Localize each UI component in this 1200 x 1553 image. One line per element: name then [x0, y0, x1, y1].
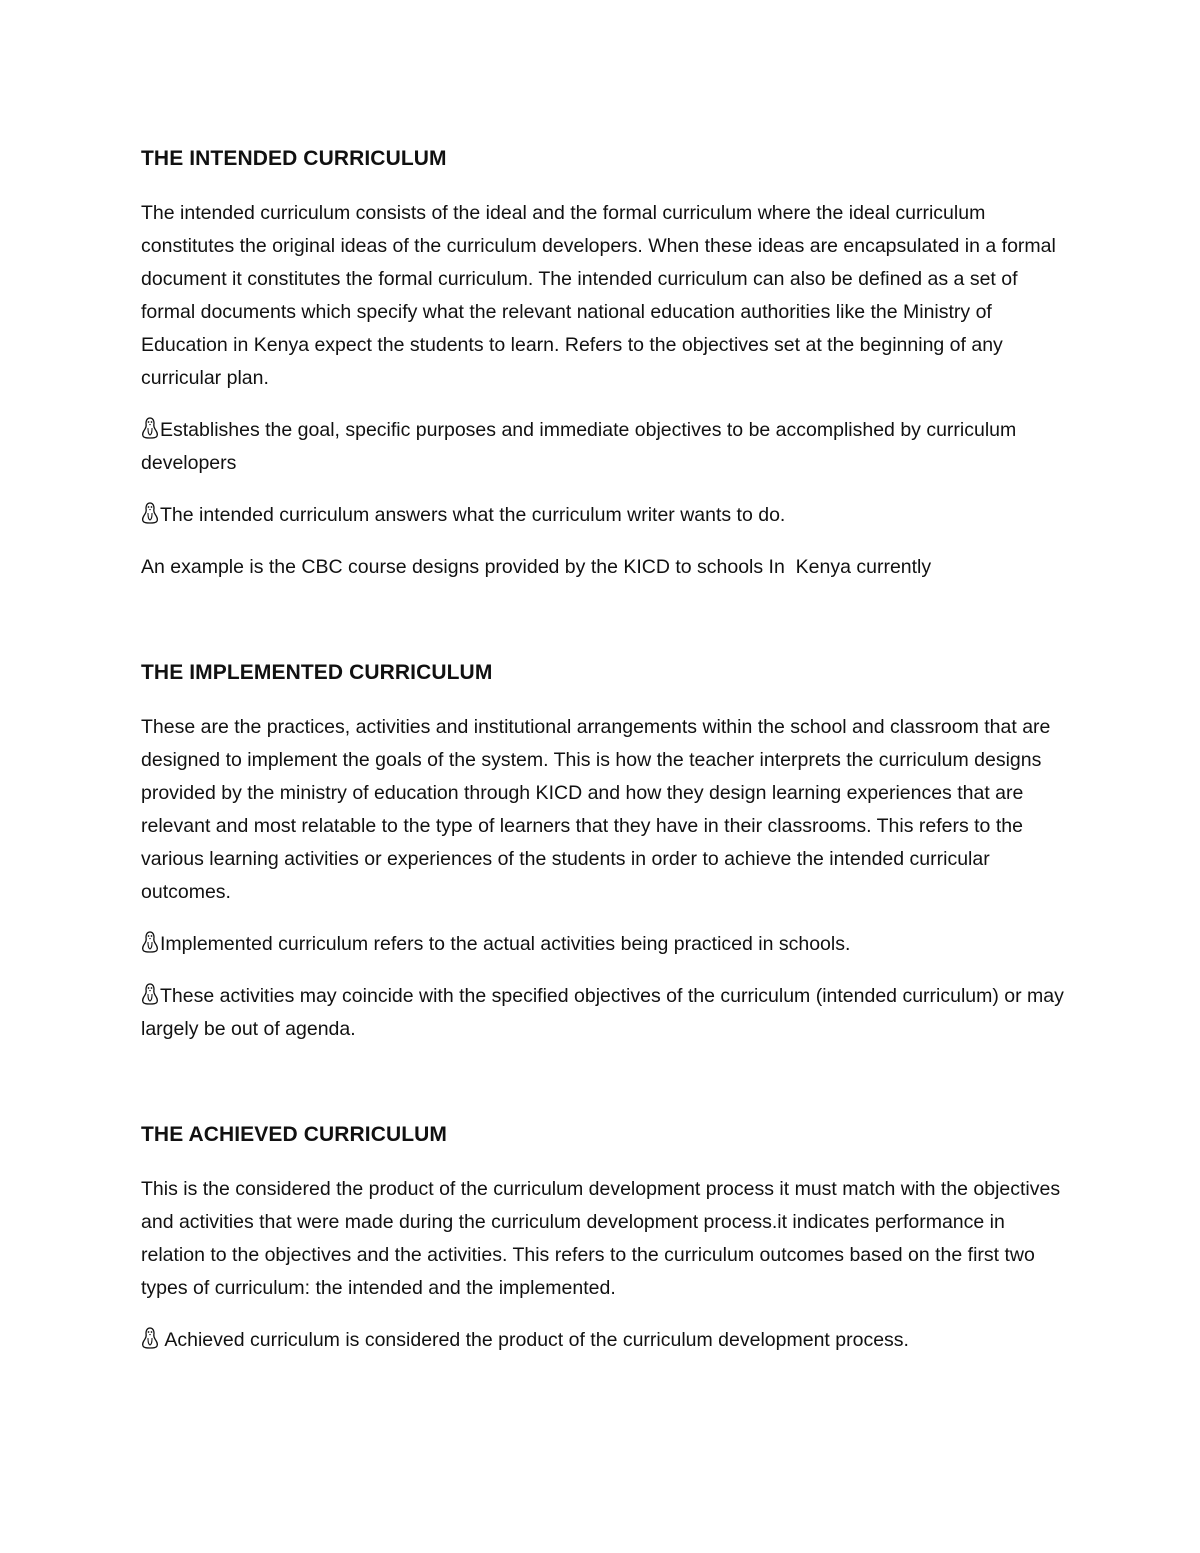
- document-page: [141, 143, 1066, 1376]
- example-note: An example is the CBC course designs provided by the KICD to schools In Kenya currently: [141, 556, 932, 578]
- bullet-text: Implemented curriculum refers to the actual activities being practiced in schools.: [160, 933, 851, 955]
- bullet-text: These activities may coincide with the specified objectives of the curriculum (intended curriculum) or may largely be out of agenda.: [141, 985, 1064, 1040]
- penguin-bullet-icon: [141, 983, 159, 1005]
- penguin-bullet-icon: [141, 931, 159, 953]
- penguin-bullet-icon: [141, 417, 159, 439]
- bullet-item: [141, 928, 1066, 961]
- paragraph-achieved: This is the considered the product of the curriculum development process it must match with the objectives and activities that were made during the curriculum development process.it indicates performance in relation to the objectives and the activities. This refers to the curriculum outcomes based on the first two types of curriculum: the intended and the implemented.: [141, 1178, 1061, 1299]
- bullet-item: [141, 980, 1066, 1046]
- penguin-bullet-icon: [141, 502, 159, 524]
- bullet-text: Establishes the goal, specific purposes and immediate objectives to be accomplished by curriculum developers: [141, 419, 1017, 474]
- bullet-text: The intended curriculum answers what the curriculum writer wants to do.: [160, 504, 786, 526]
- bullet-text: Achieved curriculum is considered the product of the curriculum development process.: [160, 1329, 909, 1351]
- section-heading-implemented: THE IMPLEMENTED CURRICULUM: [141, 661, 493, 684]
- paragraph-intended: The intended curriculum consists of the ideal and the formal curriculum where the ideal curriculum constitutes the original ideas of the curriculum developers. When these ideas are encapsulated in a formal document it constitutes the formal curriculum. The intended curriculum can also be defined as a set of formal documents which specify what the relevant national education authorities like the Ministry of Education in Kenya expect the students to learn. Refers to the objectives set at the beginning of any curricular plan.: [141, 202, 1056, 389]
- section-spacer: [141, 603, 1066, 657]
- bullet-item: [141, 414, 1066, 480]
- section-spacer: [141, 1065, 1066, 1119]
- section-heading-intended: THE INTENDED CURRICULUM: [141, 147, 447, 170]
- paragraph-implemented: These are the practices, activities and institutional arrangements within the school and classroom that are designed to implement the goals of the system. This is how the teacher interprets the curriculum designs provided by the ministry of education through KICD and how they design learning experiences that are relevant and most relatable to the type of learners that they have in their classrooms. This refers to the various learning activities or experiences of the students in order to achieve the intended curricular outcomes.: [141, 716, 1051, 903]
- bullet-item: [141, 1324, 1066, 1357]
- section-heading-achieved: THE ACHIEVED CURRICULUM: [141, 1123, 448, 1146]
- penguin-bullet-icon: [141, 1327, 159, 1349]
- bullet-item: [141, 499, 1066, 532]
